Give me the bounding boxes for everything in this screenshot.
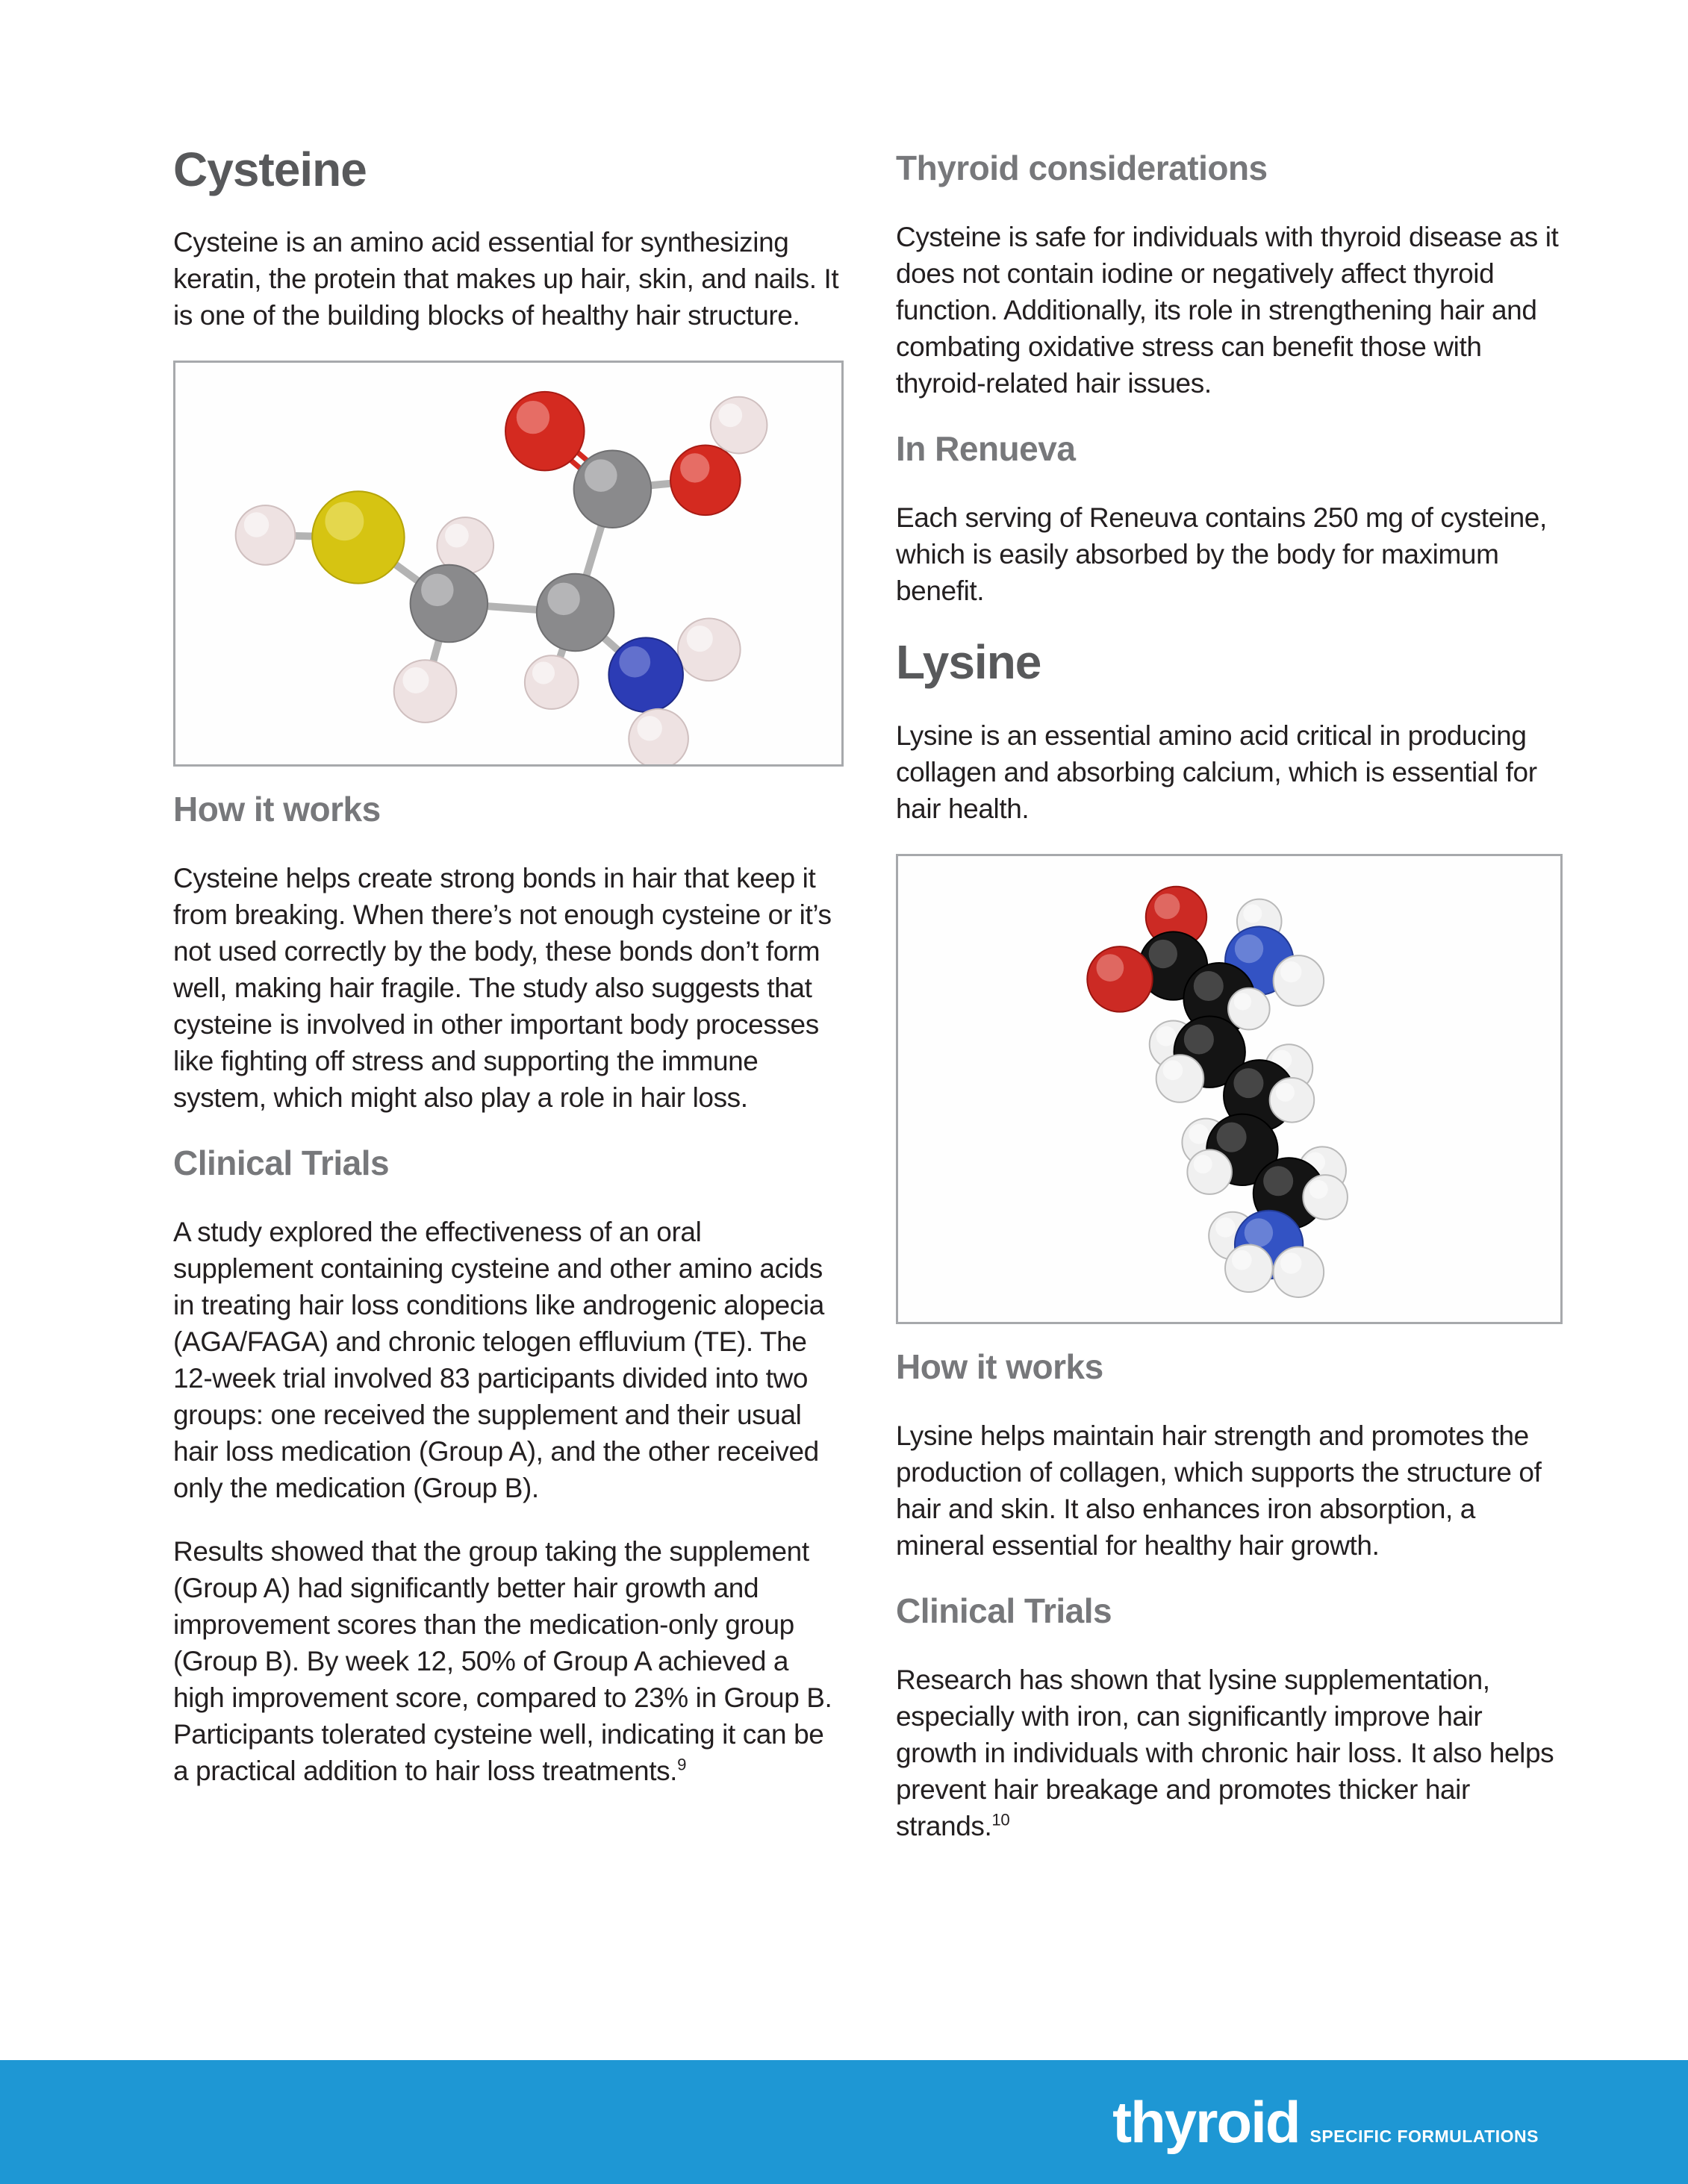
left-column [173,143,844,1871]
cysteine-clinical-trials-paragraph-1: A study explored the effectiveness of an oral supplement containing cysteine and other amino acids in treating hair loss conditions like androgenic alopecia (AGA/FAGA) and chronic telogen effluvium (TE). The 12-week trial involved 83 participants divided into two groups: one received the supplement and their usual hair loss medication (Group A), and the other received only the medication (Group B). [173,1217,824,1504]
cysteine-intro-paragraph: Cysteine is an amino acid essential for synthesizing keratin, the protein that makes up hair, skin, and nails. It is one of the building blocks of healthy hair structure. [173,227,839,331]
reference-9: 9 [677,1756,687,1775]
lysine-molecule-figure [896,854,1563,1324]
thyroid-logo-wordmark: thyroid [1112,2089,1300,2155]
lysine-molecule-image [898,856,1560,1322]
lysine-intro-paragraph: Lysine is an essential amino acid critical in producing collagen and absorbing calcium, which is essential for hair health. [896,720,1537,824]
thyroid-considerations-paragraph: Cysteine is safe for individuals with thyroid disease as it does not contain iodine or negatively affect thyroid function. Additionally, its role in strengthening hair and combating oxidative stress can benefit those with thyroid-related hair issues. [896,222,1559,399]
cysteine-clinical-trials-heading: Clinical Trials [173,1144,390,1183]
right-column [896,143,1563,1871]
cysteine-how-it-works-heading: How it works [173,789,381,829]
thyroid-considerations-heading: Thyroid considerations [896,149,1268,187]
lysine-clinical-trials-text: Research has shown that lysine supplementation, especially with iron, can significantly improve hair growth in individuals with chronic hair loss. It also helps prevent hair breakage and promotes thicker hair strands. [896,1664,1554,1841]
in-renueva-heading: In Renueva [896,429,1076,469]
thyroid-logo [1112,2089,1539,2155]
thyroid-logo-tagline: SPECIFIC FORMULATIONS [1309,2127,1539,2146]
reference-10: 10 [991,1810,1010,1829]
cysteine-how-it-works-paragraph: Cysteine helps create strong bonds in hair that keep it from breaking. When there’s not enough cysteine or it’s not used correctly by the body, these bonds don’t form well, making hair fragile. The study also suggests that cysteine is involved in other important body processes like fighting off stress and supporting the immune system, which might also play a role in hair loss. [173,863,832,1114]
in-renueva-paragraph: Each serving of Reneuva contains 250 mg of cysteine, which is easily absorbed by the body for maximum benefit. [896,502,1547,607]
lysine-clinical-trials-heading: Clinical Trials [896,1591,1112,1630]
cysteine-clinical-trials-text: Results showed that the group taking the supplement (Group A) had significantly better hair growth and improvement scores than the medication-only group (Group B). By week 12, 50% of Group A achieved a high improvement score, compared to 23% in Group B. Participants tolerated cysteine well, indicating it can be a practical addition to hair loss treatments. [173,1536,832,1787]
cysteine-heading: Cysteine [173,143,367,196]
lysine-clinical-trials-paragraph [896,1662,1563,1844]
lysine-how-it-works-paragraph: Lysine helps maintain hair strength and promotes the production of collagen, which supports the structure of hair and skin. It also enhances iron absorption, a mineral essential for healthy hair growth. [896,1420,1542,1561]
cysteine-molecule-figure [173,361,844,767]
lysine-heading: Lysine [896,635,1041,690]
two-column-layout [173,143,1563,1871]
footer-bar [0,2060,1688,2184]
cysteine-molecule-image [175,363,841,764]
lysine-how-it-works-heading: How it works [896,1347,1103,1386]
cysteine-clinical-trials-paragraph-2 [173,1533,844,1789]
